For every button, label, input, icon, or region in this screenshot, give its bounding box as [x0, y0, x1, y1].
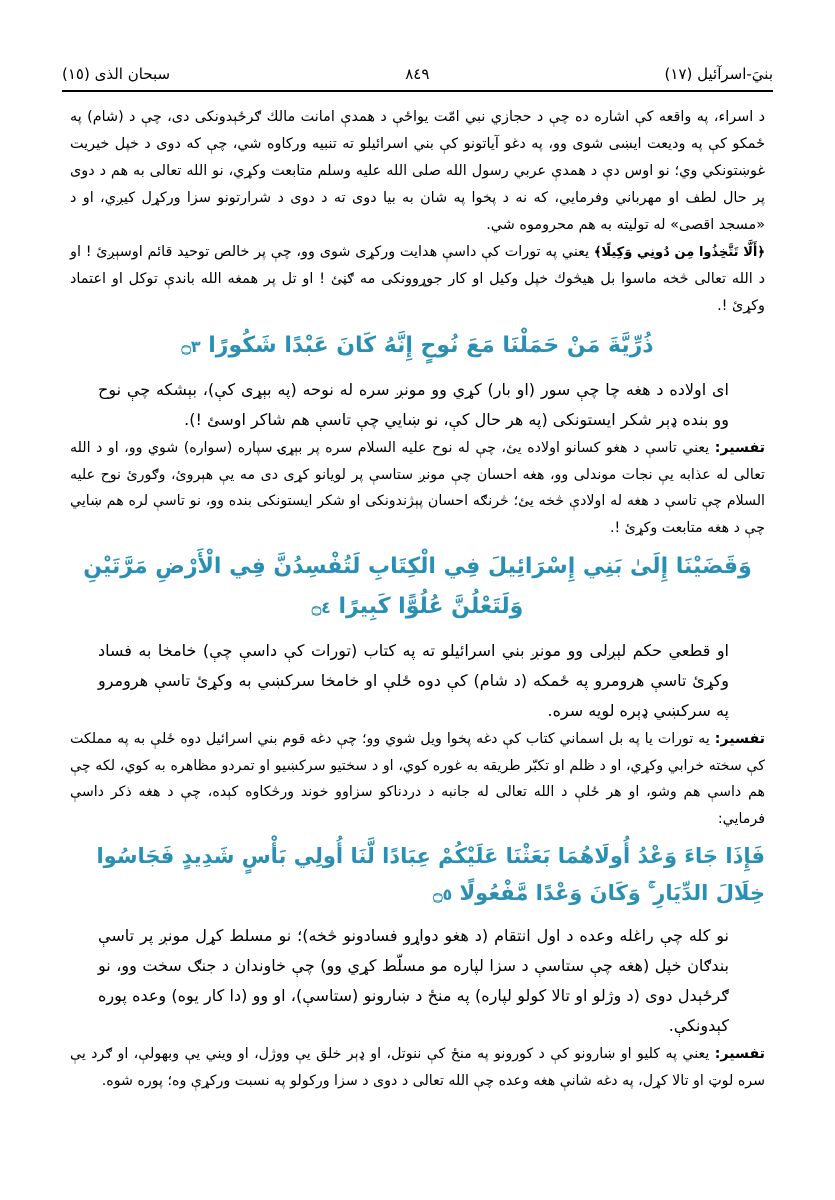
verse-3-text: ذُرِّيَّةَ مَنْ حَمَلْنَا مَعَ نُوحٍ إِنَّهُ كَانَ عَبْدًا شَكُورًا	[208, 333, 654, 358]
verse-3	[70, 326, 765, 367]
page-header	[62, 62, 773, 86]
verse-4	[70, 547, 765, 628]
verse-4-text: وَقَضَيْنَا إِلَىٰ بَنِي إِسْرَائِيلَ فِي الْكِتَابِ لَتُفْسِدُنَّ فِي الْأَرْضِ مَرَّتَيْنِ وَلَتَعْلُنَّ عُلُوًّا كَبِيرًا	[83, 554, 752, 619]
inline-verse: ﴿أَلَّا تَتَّخِذُوا مِن دُونِي وَكِيلًا﴾	[593, 245, 765, 260]
tafsir-3	[70, 435, 765, 541]
page-number: ٨٤٩	[405, 65, 430, 83]
tafsir-4	[70, 726, 765, 832]
verse-5-text: فَإِذَا جَاءَ وَعْدُ أُولَاهُمَا بَعَثْنَا عَلَيْكُمْ عِبَادًا لَّنَا أُولِي بَأْسٍ شَدِيدٍ فَجَاسُوا خِلَالَ الدِّيَارِ ۚ وَكَانَ وَعْدًا مَّفْعُولًا	[96, 844, 765, 905]
tafsir-4-text: يه تورات يا په بل اسماني كتاب كې دغه پخوا ويل شوي وو؛ چې دغه قوم بني اسرائيل دوه ځلې به په مملكت كې سخته خرابي وكړي، او د ظلم او تكبّر طريقه به غوره كوي، او د سختيو سركښيو او تمردو مظاهره به كوي، لكه چې هم داسې هم وشو، او هر ځلې د الله تعالى له جانبه د دردناكو سزاوو خوند ورڅكاوه كېده، چې د هغه ذكر داسې فرمايي:	[70, 731, 765, 827]
ayah-number-mark: ۝٤	[311, 598, 331, 617]
translation-3: اى اولاده د هغه چا چې سور (او بار) كړي وو مونږ سره له نوحه (په بېړى كې)، بېشكه چې نوح وو بنده ډېر شكر ايستونكى (په هر حال كې، نو ښايي چې تاسې هم شاكر اوسئ !).	[98, 380, 729, 429]
page-body	[70, 104, 765, 1094]
paragraph-intro: د اسراء، په واقعه كې اشاره ده چې د حجازي نبي امّت يواځې د همدې امانت مالك ګرځېدونكى دى، چې د (شام) په ځمكو كې په وديعت ايښى شوى وو، په دغو آياتونو كې بني اسرائيلو ته تنبيه وركاوه شي، چې كه دوى د خپل خيريت غوښتونكي وي؛ نو اوس دې د همدې عربي رسول الله صلى الله عليه وسلم متابعت وكړي، نو الله تعالى به هم د دوى پر حال لطف او مهرباني وفرمايي، كه نه د پخوا په شان به بيا دوى ته د دوى د شرارتونو سزا وركړل كيږي، او د «مسجد اقصى» له توليته به هم محروموه شي.	[70, 109, 765, 233]
tafsir-5	[70, 1041, 765, 1094]
tafsir-label: تفسير:	[714, 1046, 765, 1062]
paragraph-tawheed-text: يعني په تورات كې داسې هدايت وركړى شوى وو، چې پر خالص توحيد قائم اوسېږئ ! او د الله تعالى څخه ماسوا بل هيڅوك خپل وكيل او كار جوړوونكى مه ګڼئ ! او تل پر همغه الله باندې توكل او اعتماد وكړئ !.	[70, 244, 765, 314]
ayah-number-mark: ۝٥	[433, 885, 453, 904]
tafsir-label: تفسير:	[714, 731, 766, 747]
surah-name: بنيَ-اسرآئيل (١٧)	[664, 65, 773, 83]
header-divider	[62, 90, 773, 92]
juz-name: سبحان الذى (١٥)	[62, 65, 171, 83]
paragraph-tawheed	[70, 239, 765, 320]
translation-5: نو كله چې راغله وعده د اول انتقام (د هغو دواړو فسادونو څخه)؛ نو مسلط كړل مونږ پر تاسې بندګان خپل (هغه چې ستاسې د سزا لپاره مو مسلّط كړي وو) چې خاوندان د جنګ سخت وو، نو ګرځېدل دوى (د وژلو او تالا كولو لپاره) په منځ د ښارونو (ستاسې)، او وو (دا كار يوه) وعده پوره كېدونكې.	[98, 926, 729, 1035]
ayah-number-mark: ۝٣	[181, 337, 201, 356]
tafsir-label: تفسير:	[714, 440, 765, 456]
tafsir-5-text: يعني په كليو او ښارونو كې د كورونو په منځ كې ننوتل، او ډېر خلق يې ووژل، او ويني يې وبهولې، او ګرد يې سره لوټ او تالا كړل، په دغه شانې هغه وعده چې الله تعالى د دوى د سزا وركولو په نسبت وركړې وه؛ پوره شوه.	[70, 1046, 765, 1089]
translation-4: او قطعي حكم لېږلى وو مونږ بني اسرائيلو ته په كتاب (تورات كې داسې چې) خامخا به فساد وكړئ تاسې هرومرو په ځمكه (د شام) كې دوه ځلې او خامخا سركښي به وكړئ تاسې هرومرو په سركښي ډېره لويه سره.	[98, 641, 729, 720]
verse-5	[70, 838, 765, 913]
tafsir-3-text: يعني تاسې د هغو كسانو اولاده يئ، چې له نوح عليه السلام سره پر بېړۍ سپاره (سواره) شوي وو، او د الله تعالى له عذابه يې نجات موندلى وو، هغه احسان چې مونږ ستاسې پر لويانو كړى دى مه يې هېروئ، وګورئ نوح عليه السلام چې تاسې د هغه له اولادې څخه يئ؛ څرنګه احسان پېژندونكى او شكر ايستونكى بنده وو، نو تاسې لره هم ښايي چې د هغه متابعت وكړئ !.	[70, 440, 765, 536]
